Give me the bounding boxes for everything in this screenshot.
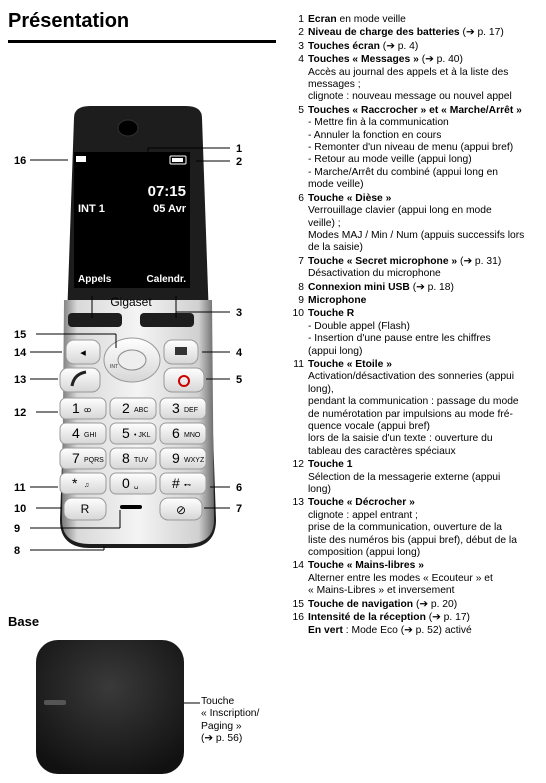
- callout-12: 12: [14, 407, 27, 419]
- legend-line: [308, 333, 542, 345]
- legend-body: [308, 54, 542, 104]
- key-4: [60, 423, 106, 444]
- legend-line: [308, 625, 542, 637]
- legend-bold: Intensité de la réception: [308, 612, 426, 624]
- base-title: Base: [8, 614, 40, 629]
- key-letters: DEF: [184, 407, 198, 414]
- legend-line: [308, 282, 542, 294]
- key-digit: 8: [122, 450, 130, 466]
- legend-item: [288, 54, 542, 104]
- legend-bold: Touche de navigation: [308, 598, 414, 610]
- screen-int: INT 1: [78, 203, 105, 215]
- legend-item: [288, 41, 542, 53]
- legend-line: [308, 433, 542, 445]
- legend-text: pendant la communication : passage du mode: [308, 396, 519, 408]
- legend-text: - Mettre fin à la communication: [308, 117, 449, 129]
- legend-bold: Touche « Dièse »: [308, 192, 392, 204]
- legend-number: 4: [298, 54, 304, 66]
- legend-text: Désactivation du microphone: [308, 268, 441, 280]
- legend-line: [308, 205, 542, 217]
- legend-text: (➔ p. 31): [457, 255, 502, 267]
- callout-14: 14: [14, 347, 27, 359]
- legend-line: [308, 560, 542, 572]
- legend-bold: Microphone: [308, 294, 367, 306]
- key-letters: ⊷: [184, 482, 191, 489]
- legend-text: (appui long): [308, 345, 363, 357]
- legend-text: mode veille): [308, 179, 364, 191]
- legend-line: [308, 535, 542, 547]
- legend-text: quence vocale (appui bref): [308, 421, 430, 432]
- legend-bold: Touche « Mains-libres »: [308, 560, 424, 572]
- legend-text: - Marche/Arrêt du combiné (appui long en: [308, 166, 499, 178]
- legend-number: 14: [292, 560, 304, 572]
- legend-number: 6: [298, 192, 304, 204]
- caption-line: « Inscription/: [201, 708, 260, 720]
- legend-line: [308, 67, 542, 79]
- key-letters: ␣: [134, 482, 139, 489]
- callout-16: 16: [14, 155, 27, 167]
- legend-number: 8: [298, 281, 304, 293]
- key-digit: 4: [72, 425, 80, 441]
- legend-text: Verrouillage clavier (appui long en mode: [308, 205, 492, 217]
- legend-line: [308, 167, 542, 179]
- legend-number: 9: [298, 294, 304, 306]
- legend-text: veille) ;: [308, 217, 341, 229]
- legend-line: [308, 321, 542, 333]
- legend-text: de numérotation par impulsions au mode fré-: [308, 408, 513, 420]
- legend-line: [308, 154, 542, 166]
- legend-text: - Remonter d'un niveau de menu (appui bref): [308, 142, 514, 154]
- legend-bold: Ecran: [308, 14, 337, 25]
- legend-number: 3: [298, 40, 304, 52]
- key-2: [110, 398, 156, 419]
- legend-body: [308, 256, 542, 281]
- legend-line: [308, 242, 542, 254]
- legend-line: [308, 193, 542, 205]
- brand-logo: Gigaset: [110, 295, 152, 309]
- legend-line: [308, 14, 542, 26]
- base-station: [36, 640, 184, 774]
- callout-15: 15: [14, 329, 27, 341]
- legend-item: [288, 193, 542, 255]
- legend-bold: Touche 1: [308, 459, 353, 471]
- legend-line: [308, 459, 542, 471]
- legend-text: (➔ p. 18): [409, 281, 454, 293]
- callout-10: 10: [14, 503, 27, 515]
- legend-line: [308, 421, 542, 433]
- legend-number: 11: [293, 358, 304, 370]
- softkey-right-label: Calendr.: [146, 274, 186, 285]
- callout-9: 9: [14, 523, 21, 535]
- legend-line: [308, 384, 542, 396]
- legend-text: long),: [308, 383, 334, 395]
- legend-item: [288, 105, 542, 192]
- legend-line: [308, 130, 542, 142]
- legend-text: (➔ p. 20): [413, 598, 458, 610]
- key-digit: 1: [72, 400, 80, 416]
- legend-bold: Touches « Raccrocher » et « Marche/Arrêt »: [308, 104, 522, 116]
- key-digit: 6: [172, 425, 180, 441]
- legend-body: [308, 359, 542, 458]
- screen-date: 05 Avr: [153, 203, 186, 215]
- legend-body: [308, 560, 542, 597]
- legend-bold: En vert: [308, 624, 343, 636]
- legend-line: [308, 54, 542, 66]
- legend-text: clignote : appel entrant ;: [308, 509, 418, 521]
- legend-text: (➔ p. 17): [459, 27, 504, 39]
- legend-line: [308, 91, 542, 103]
- legend-text: (➔ p. 40): [418, 54, 463, 66]
- key-digit: 3: [172, 400, 180, 416]
- signal-icon: [76, 156, 86, 162]
- legend-line: [308, 142, 542, 154]
- speaker-icon: ◂: [80, 347, 86, 359]
- key-digit: 7: [72, 450, 80, 466]
- legend-text: clignote : nouveau message ou nouvel appel: [308, 91, 512, 103]
- legend-line: [308, 295, 542, 307]
- legend-body: [308, 599, 542, 611]
- softkey-right: [140, 313, 194, 327]
- key-letters: WXYZ: [184, 457, 205, 464]
- legend-item: [288, 256, 542, 281]
- key-letters: ♫: [84, 482, 90, 489]
- legend-line: [308, 105, 542, 117]
- key-digit: 5: [122, 425, 130, 441]
- callout-11: 11: [14, 482, 26, 494]
- legend-body: [308, 14, 542, 26]
- legend-line: [308, 484, 542, 496]
- legend-item: [288, 497, 542, 559]
- legend-body: [308, 105, 542, 192]
- callout-6: 6: [236, 482, 243, 494]
- paging-key: [44, 700, 66, 705]
- legend-number: 10: [292, 308, 304, 320]
- legend-text: Sélection de la messagerie externe (appui: [308, 471, 501, 483]
- key-0: [110, 473, 156, 494]
- legend-text: Activation/désactivation des sonneries (appui: [308, 371, 515, 383]
- key-1: [60, 398, 106, 419]
- key-letters: • JKL: [134, 432, 151, 439]
- legend-line: [308, 230, 542, 242]
- callout-1: 1: [236, 143, 243, 155]
- legend-text: tableau des caractères spéciaux: [308, 445, 456, 457]
- legend-number: 1: [298, 14, 304, 25]
- legend-number: 7: [298, 255, 304, 267]
- legend-bold: Touche R: [308, 308, 355, 320]
- legend-item: [288, 459, 542, 496]
- battery-icon: [172, 158, 183, 162]
- key-hash: [160, 473, 206, 494]
- legend-text: en mode veille: [336, 14, 406, 25]
- legend-line: [308, 218, 542, 230]
- legend-text: - Insertion d'une pause entre les chiffres: [308, 333, 491, 345]
- legend-text: Accès au journal des appels et à la liste des: [308, 66, 509, 78]
- callout-2: 2: [236, 156, 243, 168]
- legend-text: messages ;: [308, 79, 361, 91]
- legend-item: [288, 308, 542, 358]
- legend-line: [308, 346, 542, 358]
- softkey-left-label: Appels: [78, 274, 112, 285]
- display-screen: [74, 152, 190, 288]
- legend-bold: Touche « Décrocher »: [308, 497, 415, 509]
- legend-line: [308, 585, 542, 597]
- legend-text: lors de la saisie d'un texte : ouverture du: [308, 433, 493, 445]
- legend-bold: Connexion mini USB: [308, 281, 410, 293]
- legend-text: : Mode Eco (➔ p. 52) activé: [342, 624, 472, 636]
- legend-line: [308, 396, 542, 408]
- legend-number: 15: [292, 598, 304, 610]
- legend-text: « Mains-Libres » et inversement: [308, 585, 455, 597]
- legend-number: 13: [292, 497, 304, 509]
- legend-item: [288, 599, 542, 611]
- legend-bold: Touche « Secret microphone »: [308, 255, 458, 267]
- legend-body: [308, 459, 542, 496]
- callout-4: 4: [236, 347, 243, 359]
- caption-line: Touche: [201, 696, 235, 707]
- legend-line: [308, 256, 542, 268]
- key-letters: ABC: [134, 407, 149, 414]
- legend-text: long): [308, 484, 331, 496]
- softkey-left: [68, 313, 122, 327]
- legend-line: [308, 612, 542, 624]
- legend-text: - Double appel (Flash): [308, 320, 410, 332]
- legend-bold: Niveau de charge des batteries: [308, 27, 460, 39]
- page-title: Présentation: [8, 10, 130, 32]
- legend-body: [308, 282, 542, 294]
- legend-text: prise de la communication, ouverture de la: [308, 522, 503, 534]
- legend-line: [308, 371, 542, 383]
- legend-item: [288, 282, 542, 294]
- key-star: [60, 473, 106, 494]
- legend-line: [308, 268, 542, 280]
- legend-item: [288, 27, 542, 39]
- legend-line: [308, 359, 542, 371]
- legend-bold: Touche « Etoile »: [308, 358, 392, 370]
- legend-line: [308, 497, 542, 509]
- legend-text: Alterner entre les modes « Ecouteur » et: [308, 572, 493, 584]
- legend-line: [308, 573, 542, 585]
- legend-list: [288, 14, 542, 638]
- legend-item: [288, 295, 542, 307]
- legend-line: [308, 599, 542, 611]
- key-digit: #: [172, 475, 180, 491]
- legend-item: [288, 612, 542, 637]
- legend-number: 5: [298, 104, 304, 116]
- legend-body: [308, 295, 542, 307]
- key-digit: 2: [122, 400, 130, 416]
- legend-item: [288, 14, 542, 26]
- legend-body: [308, 27, 542, 39]
- microphone: [120, 505, 142, 509]
- caption-line: Paging »: [201, 720, 242, 732]
- legend-text: - Retour au mode veille (appui long): [308, 154, 472, 166]
- key-letters: ꝏ: [84, 407, 92, 414]
- legend-line: [308, 27, 542, 39]
- legend-line: [308, 446, 542, 458]
- legend-number: 12: [292, 459, 304, 471]
- legend-line: [308, 547, 542, 559]
- message-icon: [175, 347, 187, 355]
- legend-bold: Touches écran: [308, 40, 380, 52]
- caption-line: (➔ p. 56): [201, 733, 243, 745]
- legend-line: [308, 179, 542, 191]
- legend-item: [288, 359, 542, 458]
- key-digit: 0: [122, 475, 130, 491]
- legend-line: [308, 522, 542, 534]
- key-3: [160, 398, 206, 419]
- base-caption: [201, 696, 259, 746]
- screen-time: 07:15: [147, 183, 186, 200]
- legend-line: [308, 79, 542, 91]
- legend-body: [308, 193, 542, 255]
- legend-line: [308, 308, 542, 320]
- legend-line: [308, 409, 542, 421]
- legend-line: [308, 117, 542, 129]
- legend-text: Modes MAJ / Min / Num (appuis successifs lors: [308, 229, 525, 241]
- legend-text: liste des numéros bis (appui bref), début de la: [308, 534, 517, 546]
- legend-text: - Annuler la fonction en cours: [308, 129, 442, 141]
- mute-icon: ⊘: [175, 503, 187, 517]
- key-letters: GHI: [84, 432, 97, 439]
- legend-bold: Touches « Messages »: [308, 54, 419, 66]
- callout-8: 8: [14, 545, 21, 557]
- key-digit: *: [72, 475, 78, 491]
- callout-5: 5: [236, 374, 243, 386]
- legend-body: [308, 41, 542, 53]
- legend-body: [308, 612, 542, 637]
- legend-text: (➔ p. 4): [379, 40, 419, 52]
- legend-text: composition (appui long): [308, 547, 421, 559]
- key-letters: TUV: [134, 457, 148, 464]
- callout-13: 13: [14, 374, 27, 386]
- key-digit: 9: [172, 450, 180, 466]
- legend-item: [288, 560, 542, 597]
- legend-body: [308, 497, 542, 559]
- legend-line: [308, 510, 542, 522]
- legend-text: de la saisie): [308, 242, 363, 254]
- key-8: [110, 448, 156, 469]
- callout-3: 3: [236, 307, 243, 319]
- legend-body: [308, 308, 542, 358]
- legend-text: (➔ p. 17): [425, 612, 470, 624]
- svg-text:INT: INT: [110, 364, 119, 370]
- legend-number: 16: [292, 612, 304, 624]
- legend-line: [308, 472, 542, 484]
- key-letters: MNO: [184, 432, 201, 439]
- r-key-label: R: [80, 502, 90, 516]
- legend-line: [308, 41, 542, 53]
- key-letters: PQRS: [84, 457, 104, 464]
- legend-number: 2: [298, 27, 304, 39]
- callout-7: 7: [236, 503, 243, 515]
